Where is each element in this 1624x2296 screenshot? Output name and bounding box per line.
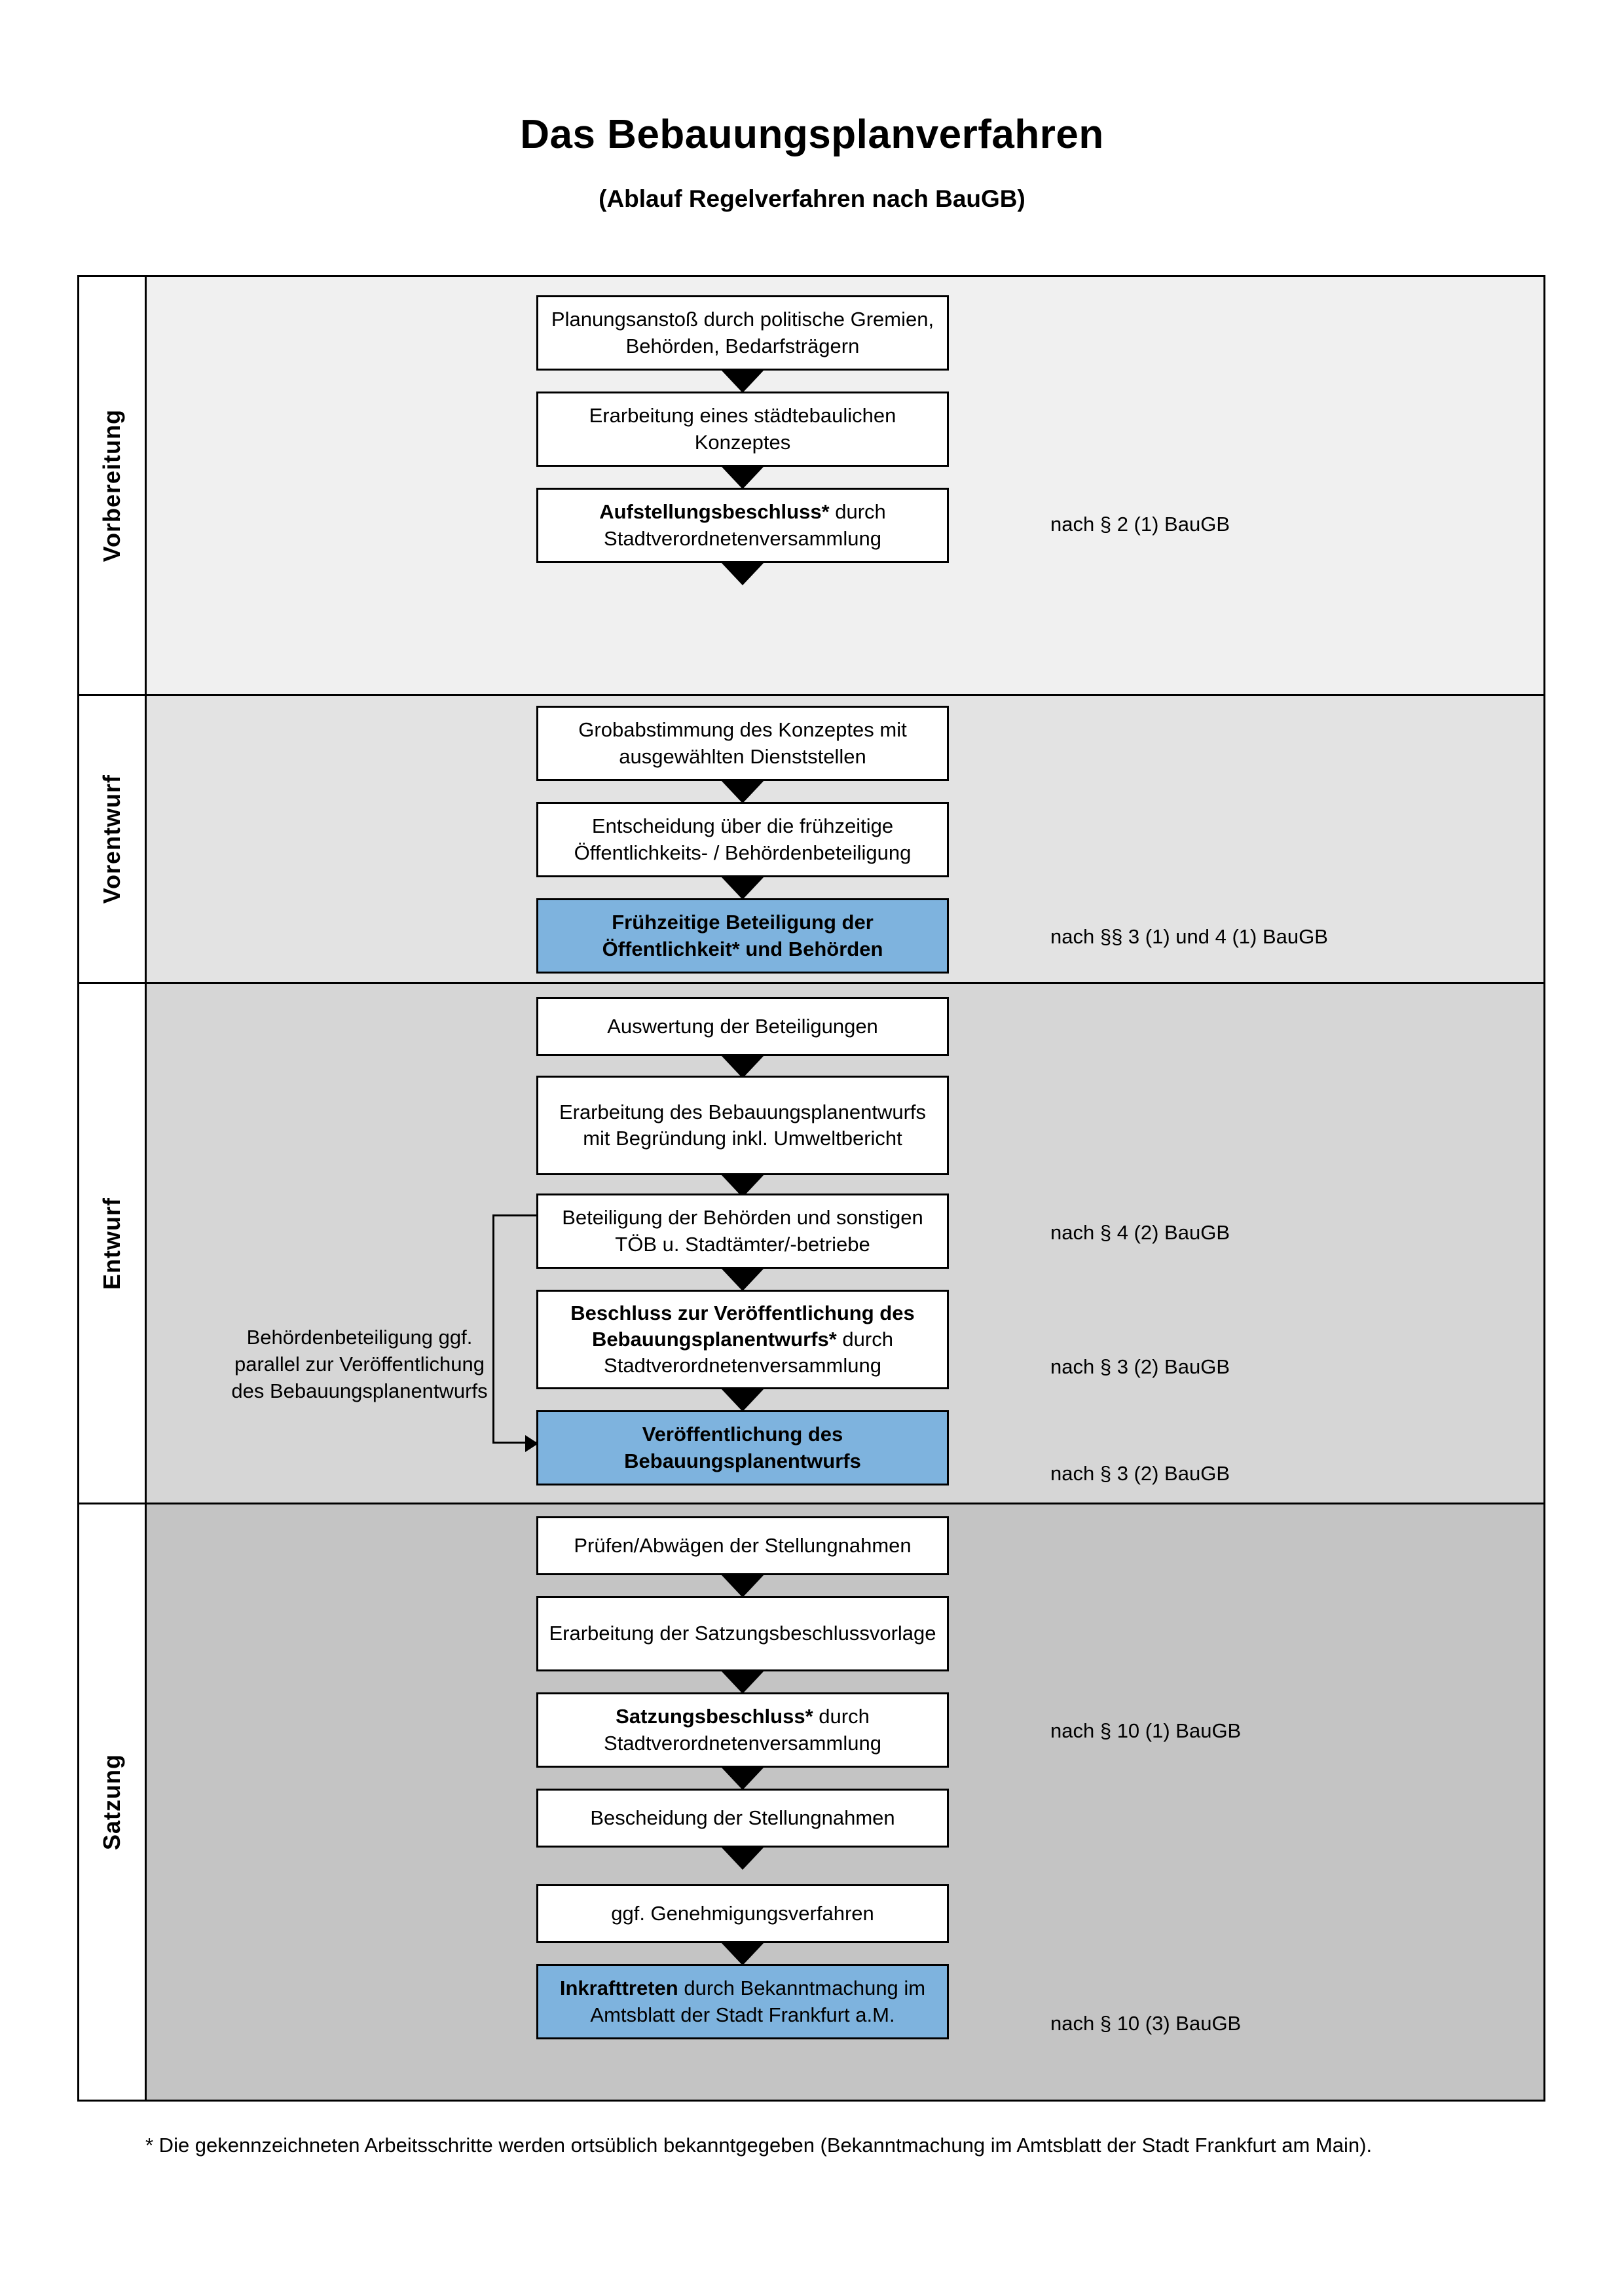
step-box-aufstellungsbeschluss xyxy=(536,488,949,563)
step-box xyxy=(536,1076,949,1175)
law-reference: nach § 10 (1) BauGB xyxy=(1050,1719,1242,1742)
step-box xyxy=(536,1884,949,1943)
flow-arrow-icon xyxy=(722,467,764,489)
law-reference: nach § 4 (2) BauGB xyxy=(1050,1221,1230,1244)
step-box xyxy=(536,1789,949,1848)
step-text: Prüfen/Abwägen der Stellungnahmen xyxy=(574,1533,912,1557)
phase-body-vorentwurf xyxy=(147,696,1543,982)
step-text: ggf. Genehmigungsverfahren xyxy=(611,1901,874,1925)
flow-arrow-icon xyxy=(722,781,764,803)
flow-arrow-icon xyxy=(722,1768,764,1790)
law-reference: nach § 3 (2) BauGB xyxy=(1050,1355,1230,1378)
phase-body-satzung xyxy=(147,1504,1543,2100)
step-box xyxy=(536,295,949,371)
step-text: Grobabstimmung des Konzeptes mit ausgewählten Dienststellen xyxy=(578,718,907,768)
page-subtitle: (Ablauf Regelverfahren nach BauGB) xyxy=(599,185,1025,212)
flow-arrow-icon xyxy=(722,371,764,393)
phase-row-vorbereitung xyxy=(79,277,1543,696)
step-text: Erarbeitung der Satzungsbeschlussvorlage xyxy=(549,1622,936,1645)
step-box xyxy=(536,706,949,781)
law-reference: nach § 2 (1) BauGB xyxy=(1050,513,1230,536)
flow-arrow-icon xyxy=(722,1848,764,1870)
flow-arrow-icon xyxy=(722,877,764,900)
sidenote-parallel-beteiligung: Behördenbeteiligung ggf. parallel zur Veröffentlichung des Bebauungsplanentwurfs xyxy=(231,1326,488,1402)
step-text: durch Stadtverordnetenversammlung xyxy=(604,1327,893,1377)
flow-arrow-icon xyxy=(722,1389,764,1412)
flow-arrow-icon xyxy=(722,563,764,585)
step-box xyxy=(536,392,949,467)
step-text: Erarbeitung eines städtebaulichen Konzeptes xyxy=(589,404,896,454)
step-text-bold: Frühzeitige Beteiligung der Öffentlichkeit* und Behörden xyxy=(602,911,883,960)
phase-label-text: Entwurf xyxy=(98,1197,125,1290)
step-text: durch Bekanntmachung im Amtsblatt der Stadt Frankfurt a.M. xyxy=(590,1977,926,2026)
step-text: durch Stadtverordnetenversammlung xyxy=(604,500,886,550)
flowchart xyxy=(77,275,1545,2102)
phase-label-text: Satzung xyxy=(98,1754,125,1850)
step-box-beschluss-veroeffentlichung xyxy=(536,1290,949,1389)
page-title: Das Bebauungsplanverfahren xyxy=(520,112,1104,157)
phase-label-vorbereitung xyxy=(79,277,147,694)
parallel-bracket xyxy=(492,1214,536,1444)
phase-label-text: Vorbereitung xyxy=(98,409,125,562)
step-text: Auswertung der Beteiligungen xyxy=(607,1014,878,1038)
law-reference: nach §§ 3 (1) und 4 (1) BauGB xyxy=(1050,925,1328,948)
step-box xyxy=(536,997,949,1056)
phase-body-vorbereitung xyxy=(147,277,1543,694)
law-reference: nach § 10 (3) BauGB xyxy=(1050,2012,1242,2035)
bracket-arrow-icon xyxy=(525,1435,538,1452)
step-text-bold: Aufstellungsbeschluss* xyxy=(599,500,830,524)
flow-arrow-icon xyxy=(722,1056,764,1078)
phase-label-vorentwurf xyxy=(79,696,147,982)
step-box-behoerdenbeteiligung xyxy=(536,1194,949,1269)
step-text: durch Stadtverordnetenversammlung xyxy=(604,1705,881,1755)
flow-arrow-icon xyxy=(722,1575,764,1597)
footnote: * Die gekennzeichneten Arbeitsschritte werden ortsüblich bekanntgegeben (Bekanntmachung im Amtsblatt der Stadt Frankfurt am Main). xyxy=(145,2134,1373,2157)
phase-label-text: Vorentwurf xyxy=(98,774,125,904)
step-text: Bescheidung der Stellungnahmen xyxy=(590,1806,895,1829)
step-text: Erarbeitung des Bebauungsplanentwurfs mit Begründung inkl. Umweltbericht xyxy=(559,1100,927,1150)
step-box-veroeffentlichung xyxy=(536,1410,949,1485)
phase-row-entwurf xyxy=(79,984,1543,1504)
flow-arrow-icon xyxy=(722,1943,764,1965)
step-text: Planungsanstoß durch politische Gremien, Behörden, Bedarfsträgern xyxy=(551,308,934,357)
flow-arrow-icon xyxy=(722,1269,764,1291)
step-text: Beteiligung der Behörden und sonstigen TÖB u. Stadtämter/-betriebe xyxy=(562,1206,923,1256)
phase-body-entwurf xyxy=(147,984,1543,1503)
step-box xyxy=(536,802,949,877)
step-box-inkrafttreten xyxy=(536,1964,949,2039)
step-text-bold: Satzungsbeschluss* xyxy=(616,1705,813,1728)
step-box-fruehzeitige-beteiligung xyxy=(536,898,949,974)
step-box-satzungsbeschluss xyxy=(536,1692,949,1768)
step-text: Entscheidung über die frühzeitige Öffentlichkeits- / Behördenbeteiligung xyxy=(574,814,912,864)
step-box xyxy=(536,1596,949,1671)
law-reference: nach § 3 (2) BauGB xyxy=(1050,1462,1230,1485)
step-text-bold: Beschluss zur Veröffentlichung des Bebauungsplanentwurfs* xyxy=(570,1301,915,1351)
step-text-bold: Veröffentlichung des Bebauungsplanentwurfs xyxy=(624,1423,861,1472)
phase-row-satzung xyxy=(79,1504,1543,2100)
step-box xyxy=(536,1516,949,1575)
phase-label-entwurf xyxy=(79,984,147,1503)
phase-label-satzung xyxy=(79,1504,147,2100)
flow-arrow-icon xyxy=(722,1671,764,1694)
step-text-bold: Inkrafttreten xyxy=(559,1977,678,2000)
phase-row-vorentwurf xyxy=(79,696,1543,984)
title-block xyxy=(0,0,1624,213)
